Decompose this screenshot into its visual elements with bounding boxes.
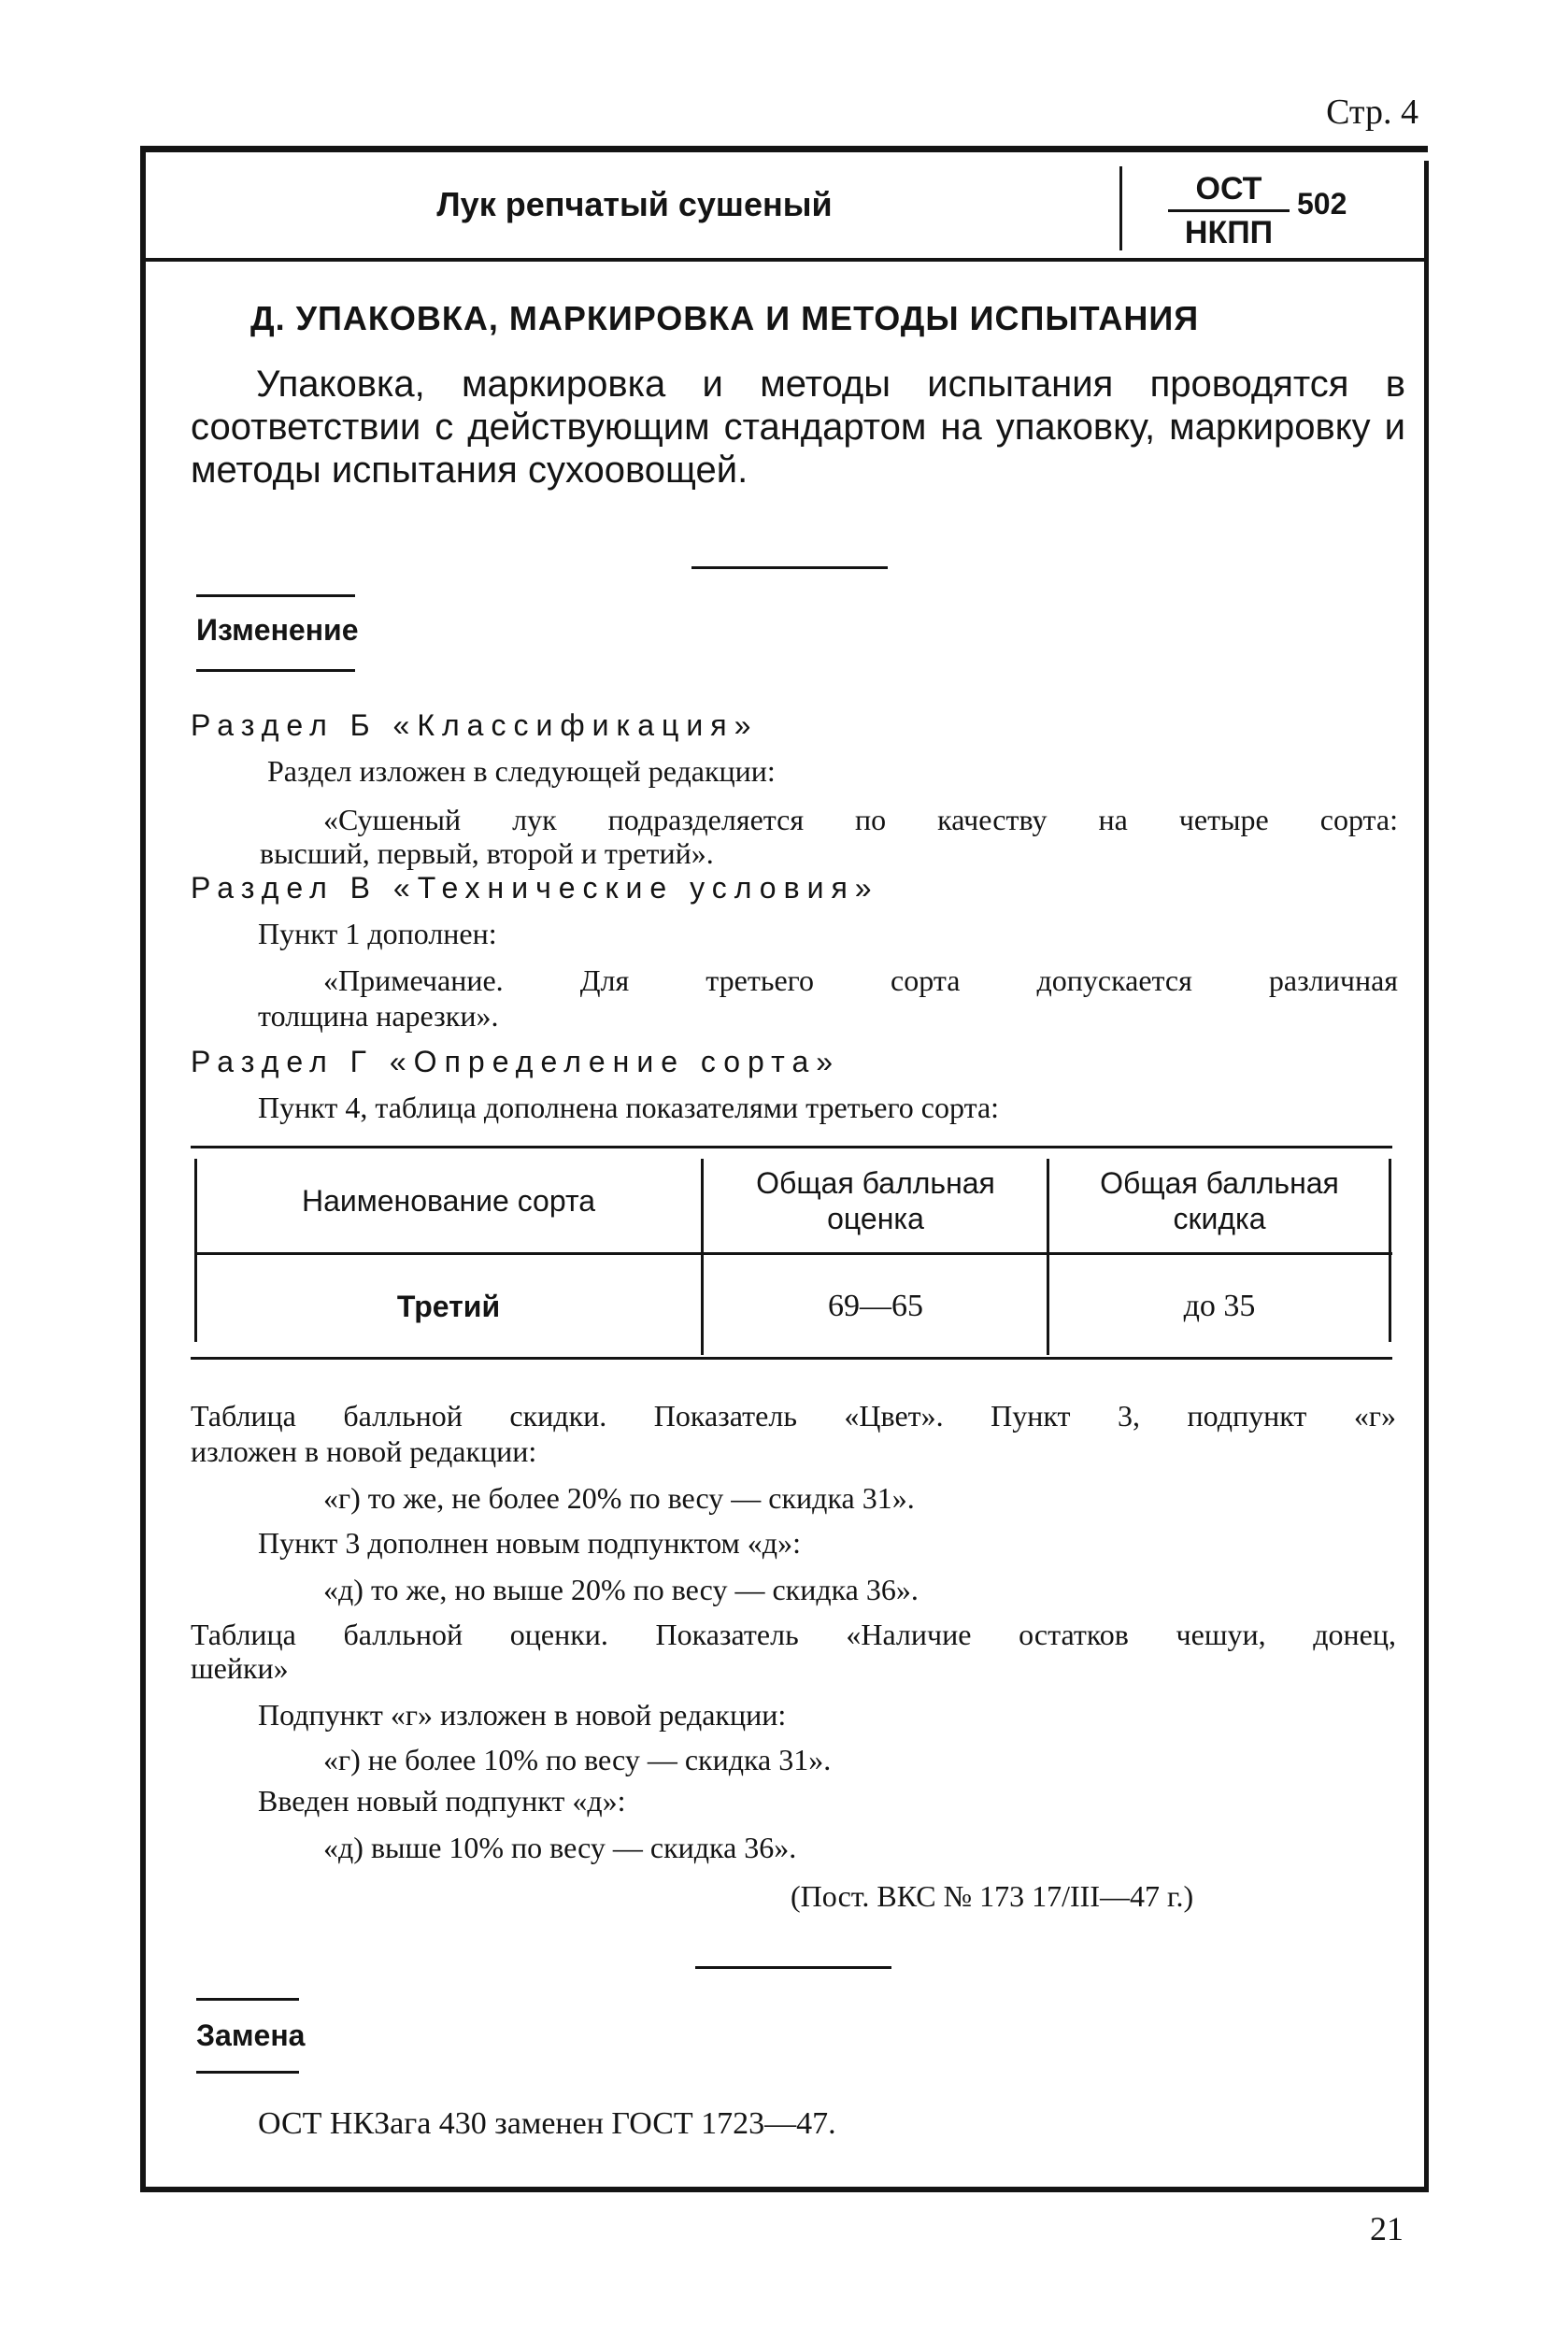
section-v-heading: Раздел В «Технические условия»	[191, 871, 879, 905]
table-header-name: Наименование сорта	[301, 1183, 596, 1218]
body-line: «д) то же, но выше 20% по весу — скидка 36».	[323, 1573, 919, 1606]
section-g-heading: Раздел Г «Определение сорта»	[191, 1045, 841, 1078]
section-b-line: Раздел изложен в следующей редакции:	[267, 754, 776, 788]
label-rule-bottom	[196, 669, 355, 672]
table-vline	[701, 1159, 704, 1355]
table-cell	[198, 1258, 699, 1355]
table-vline	[194, 1159, 197, 1342]
section-heading: Д. УПАКОВКА, МАРКИРОВКА И МЕТОДЫ ИСПЫТАНИЯ	[250, 299, 1200, 337]
frame-left-rule	[140, 146, 146, 2192]
table-rule-bottom	[191, 1357, 1392, 1360]
replacement-text: ОСТ НКЗага 430 заменен ГОСТ 1723—47.	[258, 2106, 836, 2141]
body-line: Введен новый подпункт «д»:	[258, 1784, 626, 1818]
table-header-discount: Общая балльная скидка	[1100, 1166, 1339, 1235]
page-number: 21	[1370, 2210, 1404, 2247]
standard-number: 502	[1297, 187, 1347, 221]
standard-code-top: ОСТ	[1168, 168, 1290, 212]
page-label: Стр. 4	[1326, 93, 1418, 132]
document-title: Лук репчатый сушеный	[436, 185, 833, 223]
label-rule-bottom	[196, 2071, 299, 2074]
change-label: Изменение	[196, 613, 359, 647]
body-line: «г) то же, не более 20% по весу — скидка 31».	[323, 1481, 915, 1515]
section-b-line: высший, первый, второй и третий».	[260, 836, 714, 870]
body-line: Таблица балльной оценки. Показатель «Наличие остатков чешуи, донец,	[191, 1618, 1396, 1651]
label-rule-top	[196, 594, 355, 597]
body-line: Подпункт «г» изложен в новой редакции:	[258, 1698, 787, 1732]
table-vline	[1389, 1159, 1391, 1342]
body-line: изложен в новой редакции:	[191, 1434, 537, 1468]
standard-code	[1168, 168, 1290, 253]
section-text-content: Упаковка, маркировка и методы испытания проводятся в соответствии с действующим стандартом на упаковку, маркировку и методы испытания сухоовощей.	[191, 364, 1405, 491]
body-line: шейки»	[191, 1651, 289, 1685]
header-rule	[146, 258, 1428, 262]
table-header-cell	[198, 1151, 699, 1250]
section-v-line: «Примечание. Для третьего сорта допускается различная	[323, 963, 1398, 997]
section-b-line: «Сушеный лук подразделяется по качеству на четыре сорта:	[323, 803, 1398, 836]
reference-line: (Пост. ВКС № 173 17/III—47 г.)	[791, 1879, 1194, 1913]
table-header-cell	[1052, 1151, 1387, 1250]
table-vline	[1047, 1159, 1049, 1355]
section-b-heading: Раздел Б «Классификация»	[191, 708, 759, 742]
grade-name: Третий	[396, 1289, 501, 1323]
section-v-line: толщина нарезки».	[258, 999, 499, 1033]
body-line: Таблица балльной скидки. Показатель «Цвет». Пункт 3, подпункт «г»	[191, 1399, 1396, 1433]
section-v-line: Пункт 1 дополнен:	[258, 917, 497, 950]
frame-bottom-rule	[140, 2187, 1428, 2192]
standard-code-bottom: НКПП	[1184, 215, 1274, 250]
grade-discount: до 35	[1183, 1289, 1256, 1323]
body-line: Пункт 3 дополнен новым подпунктом «д»:	[258, 1526, 801, 1560]
section-g-line: Пункт 4, таблица дополнена показателями третьего сорта:	[258, 1091, 1000, 1124]
separator	[695, 1966, 891, 1969]
table-rule-middle	[196, 1252, 1392, 1255]
section-text	[191, 363, 1405, 492]
replacement-label: Замена	[196, 2018, 306, 2052]
body-line: «д) выше 10% по весу — скидка 36».	[323, 1831, 797, 1864]
grade-score: 69—65	[828, 1289, 923, 1323]
body-line: «г) не более 10% по весу — скидка 31».	[323, 1743, 832, 1776]
table-header-cell	[706, 1151, 1045, 1250]
table-cell	[1052, 1258, 1387, 1355]
label-rule-top	[196, 1998, 299, 2001]
header-separator	[1119, 166, 1122, 250]
frame-right-rule	[1424, 161, 1429, 2192]
table-header-score: Общая балльная оценка	[756, 1166, 995, 1235]
separator	[691, 566, 888, 569]
table-cell	[706, 1258, 1045, 1355]
table-rule-top	[191, 1146, 1392, 1148]
frame-top-rule	[140, 146, 1428, 152]
